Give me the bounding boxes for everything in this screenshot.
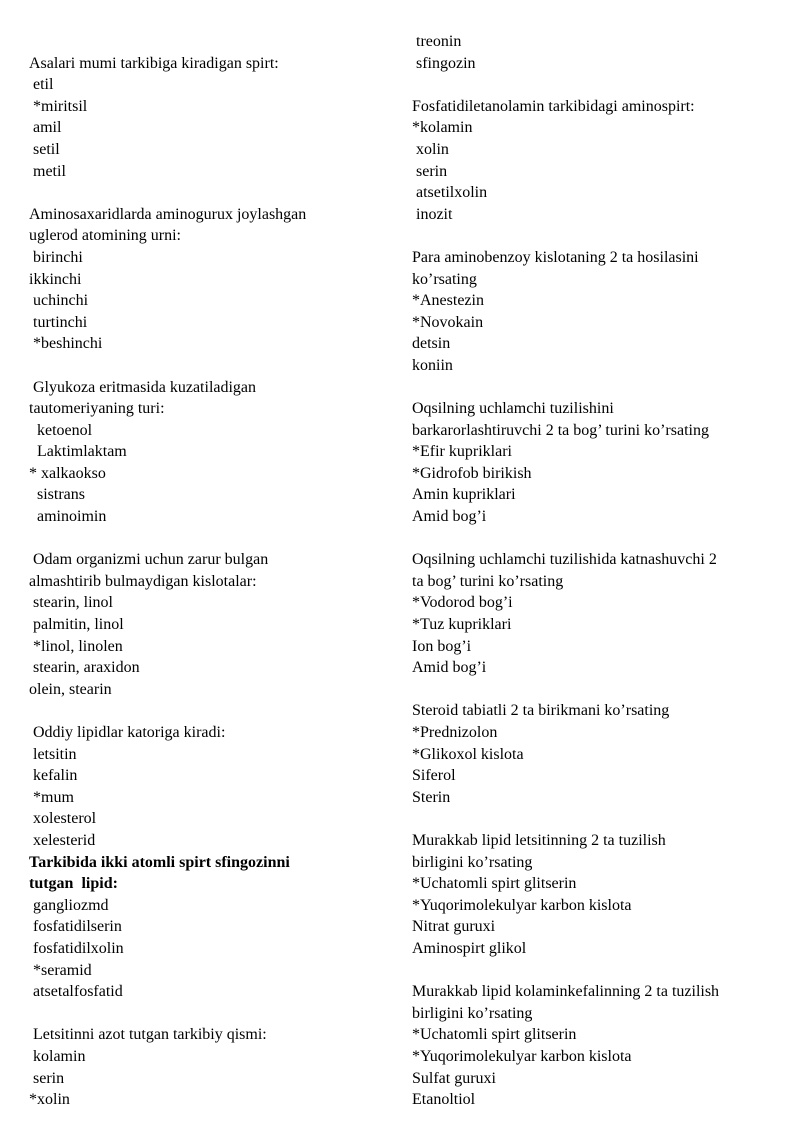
- blank-line: [29, 700, 374, 722]
- answer-option: xelesterid: [29, 831, 96, 849]
- question-text: Tarkibida ikki atomli spirt sfingozinni: [29, 853, 290, 871]
- answer-option: Nitrat guruxi: [412, 918, 496, 936]
- answer-option: Siferol: [412, 767, 456, 785]
- blank-line: [29, 355, 374, 377]
- answer-option: Amid bog’i: [412, 508, 487, 526]
- answer-option: aminoimin: [29, 508, 107, 526]
- answer-option: Sterin: [412, 788, 451, 806]
- answer-option: palmitin, linol: [29, 616, 124, 634]
- question-text: tautomeriyaning turi:: [29, 400, 165, 418]
- question-text: tutgan lipid:: [29, 875, 118, 893]
- answer-option: *Tuz kupriklari: [412, 616, 512, 634]
- answer-option: Amid bog’i: [412, 659, 487, 677]
- answer-option: serin: [29, 1069, 65, 1087]
- answer-option: letsitin: [29, 745, 77, 763]
- blank-line: [412, 679, 787, 701]
- answer-option: *Yuqorimolekulyar karbon kislota: [412, 896, 632, 914]
- answer-option: atsetalfosfatid: [29, 983, 123, 1001]
- answer-option: kolamin: [29, 1047, 86, 1065]
- answer-option: xolesterol: [29, 810, 97, 828]
- answer-option: *linol, linolen: [29, 637, 123, 655]
- question-text: Murakkab lipid letsitinning 2 ta tuzilish: [412, 831, 666, 849]
- answer-option: Aminospirt glikol: [412, 939, 527, 957]
- answer-option: *Prednizolon: [412, 724, 498, 741]
- blank-line: [412, 960, 787, 982]
- blank-line: [29, 31, 374, 53]
- answer-option: amil: [29, 119, 62, 137]
- answer-option: *Vodorod bog’i: [412, 594, 513, 612]
- answer-option: Laktimlaktam: [29, 443, 127, 461]
- question-text: ta bog’ turini ko’rsating: [412, 572, 564, 590]
- answer-option: *mum: [29, 788, 74, 806]
- answer-option: *Anestezin: [412, 292, 484, 310]
- answer-option: *Uchatomli spirt glitserin: [412, 1026, 577, 1044]
- answer-option: *Glikoxol kislota: [412, 745, 524, 763]
- question-text: Para aminobenzoy kislotaning 2 ta hosilasini: [412, 248, 699, 266]
- question-text: Oddiy lipidlar katoriga kiradi:: [29, 724, 226, 741]
- answer-option: *seramid: [29, 961, 92, 979]
- answer-option: koniin: [412, 356, 453, 374]
- answer-option: setil: [29, 140, 60, 158]
- question-text: ko’rsating: [412, 270, 477, 288]
- answer-option: Ion bog’i: [412, 637, 472, 655]
- answer-option: turtinchi: [29, 313, 88, 331]
- question-text: Aminosaxaridlarda aminogurux joylashgan: [29, 205, 307, 223]
- answer-option: uchinchi: [29, 292, 89, 310]
- question-text: barkarorlashtiruvchi 2 ta bog’ turini ko’rsating: [412, 421, 709, 439]
- answer-option: treonin: [412, 33, 462, 50]
- answer-option: stearin, araxidon: [29, 659, 140, 677]
- question-text: Steroid tabiatli 2 ta birikmani ko’rsating: [412, 702, 670, 720]
- blank-line: [412, 377, 787, 399]
- answer-option: birinchi: [29, 248, 83, 266]
- answer-option: ikkinchi: [29, 270, 82, 288]
- answer-option: etil: [29, 76, 54, 94]
- question-text: Oqsilning uchlamchi tuzilishida katnashuvchi 2: [412, 551, 717, 569]
- answer-option: fosfatidilserin: [29, 918, 122, 936]
- answer-option: *Gidrofob birikish: [412, 464, 532, 482]
- blank-line: [29, 182, 374, 204]
- answer-option: sfingozin: [412, 54, 476, 72]
- question-text: Glyukoza eritmasida kuzatiladigan: [29, 378, 257, 396]
- question-text: Murakkab lipid kolaminkefalinning 2 ta tuzilish: [412, 983, 720, 1001]
- blank-line: [412, 528, 787, 550]
- answer-option: metil: [29, 162, 66, 180]
- blank-line: [412, 808, 787, 830]
- question-text: almashtirib bulmaydigan kislotalar:: [29, 572, 257, 590]
- answer-option: Sulfat guruxi: [412, 1069, 496, 1087]
- question-text: birligini ko’rsating: [412, 853, 533, 871]
- answer-option: ketoenol: [29, 421, 93, 439]
- answer-option: *Efir kupriklari: [412, 443, 512, 461]
- blank-line: [29, 1003, 374, 1025]
- answer-option: *Novokain: [412, 313, 484, 331]
- answer-option: stearin, linol: [29, 594, 113, 612]
- left-column: [29, 31, 374, 1111]
- answer-option: *Uchatomli spirt glitserin: [412, 875, 577, 893]
- answer-option: *kolamin: [412, 119, 473, 137]
- answer-option: olein, stearin: [29, 680, 112, 698]
- answer-option: xolin: [412, 140, 449, 158]
- answer-option: Amin kupriklari: [412, 486, 516, 504]
- blank-line: [29, 528, 374, 550]
- question-text: Asalari mumi tarkibiga kiradigan spirt:: [29, 54, 279, 72]
- answer-option: *xolin: [29, 1091, 70, 1109]
- answer-option: gangliozmd: [29, 896, 109, 914]
- answer-option: sistrans: [29, 486, 85, 504]
- question-text: uglerod atomining urni:: [29, 227, 181, 245]
- question-text: Letsitinni azot tutgan tarkibiy qismi:: [29, 1026, 267, 1044]
- question-text: Oqsilning uchlamchi tuzilishini: [412, 400, 614, 418]
- answer-option: serin: [412, 162, 448, 180]
- answer-option: Etanoltiol: [412, 1091, 476, 1109]
- answer-option: *beshinchi: [29, 335, 103, 353]
- answer-option: atsetilxolin: [412, 184, 488, 202]
- right-column: [412, 31, 787, 1111]
- question-text: Fosfatidiletanolamin tarkibidagi aminospirt:: [412, 97, 695, 115]
- question-text: birligini ko’rsating: [412, 1004, 533, 1022]
- blank-line: [412, 74, 787, 96]
- answer-option: fosfatidilxolin: [29, 939, 124, 957]
- answer-option: *miritsil: [29, 97, 88, 115]
- blank-line: [412, 225, 787, 247]
- answer-option: *Yuqorimolekulyar karbon kislota: [412, 1047, 632, 1065]
- answer-option: inozit: [412, 205, 453, 223]
- answer-option: detsin: [412, 335, 451, 353]
- answer-option: kefalin: [29, 767, 78, 785]
- answer-option: * xalkaokso: [29, 464, 106, 482]
- question-text: Odam organizmi uchun zarur bulgan: [29, 551, 269, 569]
